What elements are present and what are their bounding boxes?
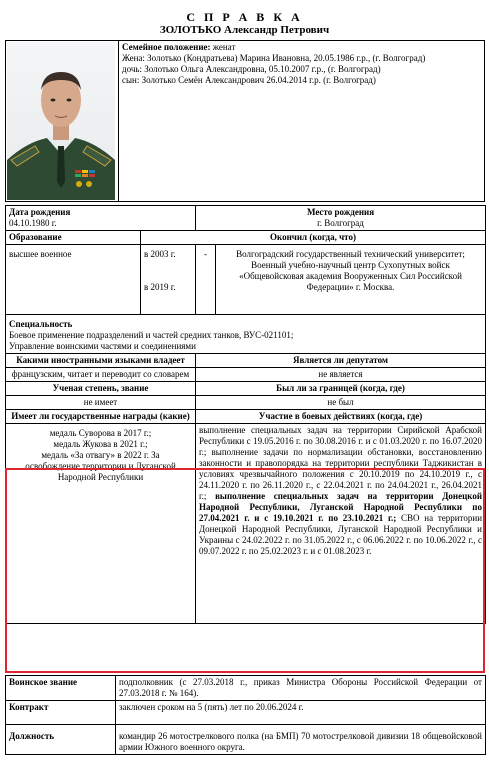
languages-value: французским, читает и переводит со словарем [6, 368, 196, 382]
family-label: Семейное положение: [122, 42, 211, 52]
abroad-label: Был ли за границей (когда, где) [196, 382, 486, 396]
education-level: высшее военное [6, 245, 141, 315]
son-line: сын: Золотько Семён Александрович 26.04.2014 г.р. (г. Волгоград) [122, 75, 376, 85]
degree-label: Ученая степень, звание [6, 382, 196, 396]
birth-date-label: Дата рождения [9, 207, 71, 217]
contract-value: заключен сроком на 5 (пять) лет по 20.06.2024 г. [116, 701, 486, 725]
deputy-value: не является [196, 368, 486, 382]
document-title: С П Р А В К А [186, 10, 303, 24]
birth-place-value: г. Волгоград [317, 218, 364, 228]
family-status: женат [212, 42, 236, 52]
photo-cell [6, 41, 119, 202]
birth-place-label: Место рождения [306, 207, 375, 217]
education-label: Образование [6, 231, 141, 245]
rank-label: Воинское звание [6, 676, 116, 701]
languages-label: Какими иностранными языками владеет [6, 354, 196, 368]
daughter-line: дочь: Золотько Ольга Александровна, 05.10.2007 г.р., (г. Волгоград) [122, 64, 381, 74]
education-institutions [216, 245, 486, 315]
award-1: медаль Суворова в 2017 г.; [49, 428, 152, 438]
service-table [5, 675, 486, 755]
main-table [5, 205, 486, 624]
birth-date-cell [6, 206, 196, 231]
rank-value: подполковник (с 27.03.2018 г., приказ Министра Обороны Российской Федерации от 27.03.2018 г. № 164). [116, 676, 486, 701]
awards-label: Имеет ли государственные награды (какие) [6, 410, 196, 424]
specialty-cell [6, 315, 486, 354]
deputy-label: Является ли депутатом [196, 354, 486, 368]
specialty-label: Специальность [9, 319, 73, 329]
specialty-line-2: Управление воинскими частями и соединениями [9, 341, 196, 351]
combat-value [196, 424, 486, 624]
edu-inst-1: Волгоградский государственный технический университет; [236, 249, 465, 259]
position-value: командир 26 мотострелкового полка (на БМП) 70 мотострелковой дивизии 18 общевойсковой армии Южного военного округа. [116, 725, 486, 755]
family-cell [119, 41, 485, 202]
degree-value: не имеет [6, 396, 196, 410]
birth-date-value: 04.10.1980 г. [9, 218, 57, 228]
birth-place-cell [196, 206, 486, 231]
combat-part-2: СВО на территории Донецкой Народной Республики, Луганской Народной Республики и Украины с 24.02.2022 г. по 31.05.2022 г., с 06.06.2022 г. по 10.06.2022 г., с 09.07.2022 г. по 25.02.2023 г. и с 01.08.2023 г. [199, 513, 483, 556]
edu-year-1: в 2003 г. [144, 249, 176, 259]
abroad-value: не был [196, 396, 486, 410]
top-block [5, 40, 485, 202]
portrait-photo [7, 42, 115, 200]
edu-inst-2: Военный учебно-научный центр Сухопутных войск «Общевойсковая академия Вооруженных Сил Российской Федерации» г. Москва. [239, 260, 462, 292]
combat-part-bold: выполнение специальных задач на территории Донецкой Народной Республики, Луганской Народной Республики по 27.04.2021 г. и с 19.10.2021 г. по 23.10.2021 г.; [199, 491, 483, 523]
person-name: ЗОЛОТЬКО Александр Петрович [159, 24, 330, 36]
position-label: Должность [6, 725, 116, 755]
education-years [141, 245, 196, 315]
combat-part-1: выполнение специальных задач на территории Сирийской Арабской Республики с 19.05.2016 г. по 30.08.2016 г. и с 01.03.2020 г. по 16.07.2020 г.; выполнение задачи по нормализации обстановки, восстановлению законности и правопорядка на территории республики Таджикистан в условиях чрезвычайного положения с 20.10.2019 по 24.10.2019 г., с 24.11.2020 г. по 26.11.2020 г., с 22.04.2021 г. по 24.04.2021 г., 26.04.2021 г.; [199, 425, 482, 501]
edu-year-2: в 2019 г. [144, 282, 176, 292]
spouse-line: Жена: Золотько (Кондратьева) Марина Ивановна, 20.05.1986 г.р., (г. Волгоград) [122, 53, 426, 63]
education-finished-label: Окончил (когда, что) [141, 231, 486, 245]
award-2: медаль Жукова в 2021 г.; [53, 439, 148, 449]
specialty-line-1: Боевое применение подразделений и частей средних танков, ВУС-021101; [9, 330, 294, 340]
contract-label: Контракт [6, 701, 116, 725]
award-3: медаль «За отвагу» в 2022 г. За освобождение территории и Луганской Народной Республики [25, 450, 176, 482]
awards-value [6, 424, 196, 624]
combat-label: Участие в боевых действиях (когда, где) [196, 410, 486, 424]
education-dash: - [196, 245, 216, 315]
